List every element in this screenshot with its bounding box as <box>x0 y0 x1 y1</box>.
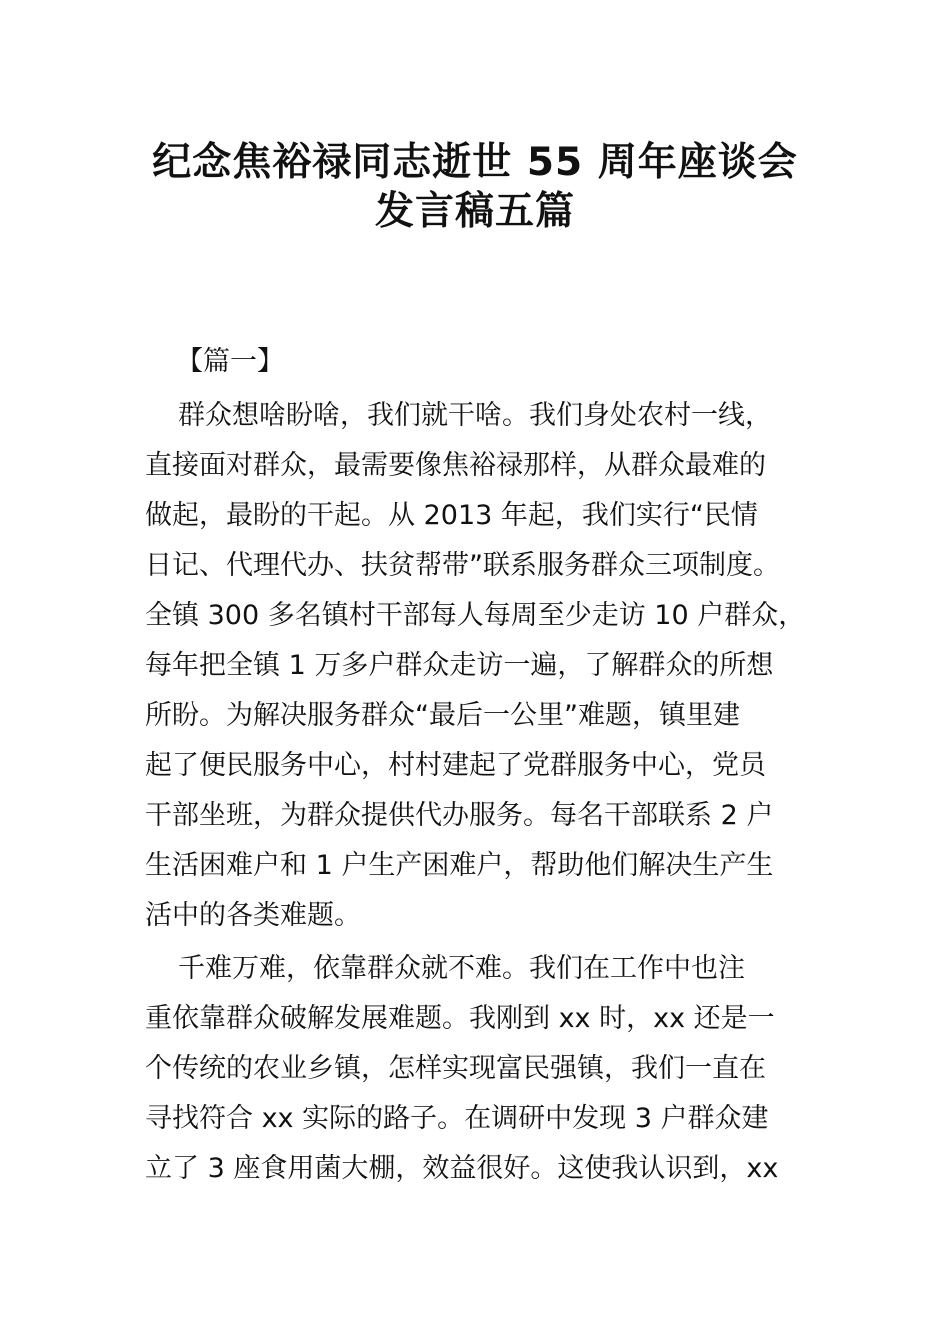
document-title-line-2: 发言稿五篇 <box>374 189 575 234</box>
paragraph-line: 全镇 300 多名镇村干部每人每周至少走访 10 户群众， <box>145 600 806 631</box>
section-heading: 【篇一】 <box>176 346 284 377</box>
paragraph-line: 干部坐班，为群众提供代办服务。每名干部联系 2 户 <box>145 800 774 831</box>
paragraph-line: 直接面对群众，最需要像焦裕禄那样，从群众最难的 <box>145 450 766 481</box>
paragraph-1 <box>145 391 825 941</box>
paragraph-line: 做起，最盼的干起。从 2013 年起，我们实行“民情 <box>145 500 758 531</box>
paragraph-line: 寻找符合 xx 实际的路子。在调研中发现 3 户群众建 <box>145 1103 769 1134</box>
paragraph-line: 起了便民服务中心，村村建起了党群服务中心，党员 <box>145 750 766 781</box>
paragraph-line: 活中的各类难题。 <box>145 900 361 931</box>
paragraph-line: 所盼。为解决服务群众“最后一公里”难题，镇里建 <box>145 700 740 731</box>
paragraph-line: 群众想啥盼啥，我们就干啥。我们身处农村一线， <box>178 400 772 431</box>
paragraph-line: 个传统的农业乡镇，怎样实现富民强镇，我们一直在 <box>145 1053 766 1084</box>
paragraph-2 <box>145 944 825 1194</box>
paragraph-line: 立了 3 座食用菌大棚，效益很好。这使我认识到，xx <box>145 1153 779 1184</box>
document-title-line-1: 纪念焦裕禄同志逝世 55 周年座谈会 <box>152 140 798 185</box>
paragraph-line: 重依靠群众破解发展难题。我刚到 xx 时，xx 还是一 <box>145 1003 775 1034</box>
paragraph-line: 千难万难，依靠群众就不难。我们在工作中也注 <box>178 953 745 984</box>
paragraph-line: 生活困难户和 1 户生产困难户，帮助他们解决生产生 <box>145 850 774 881</box>
paragraph-line: 每年把全镇 1 万多户群众走访一遍，了解群众的所想 <box>145 650 774 681</box>
paragraph-line: 日记、代理代办、扶贫帮带”联系服务群众三项制度。 <box>145 550 780 581</box>
